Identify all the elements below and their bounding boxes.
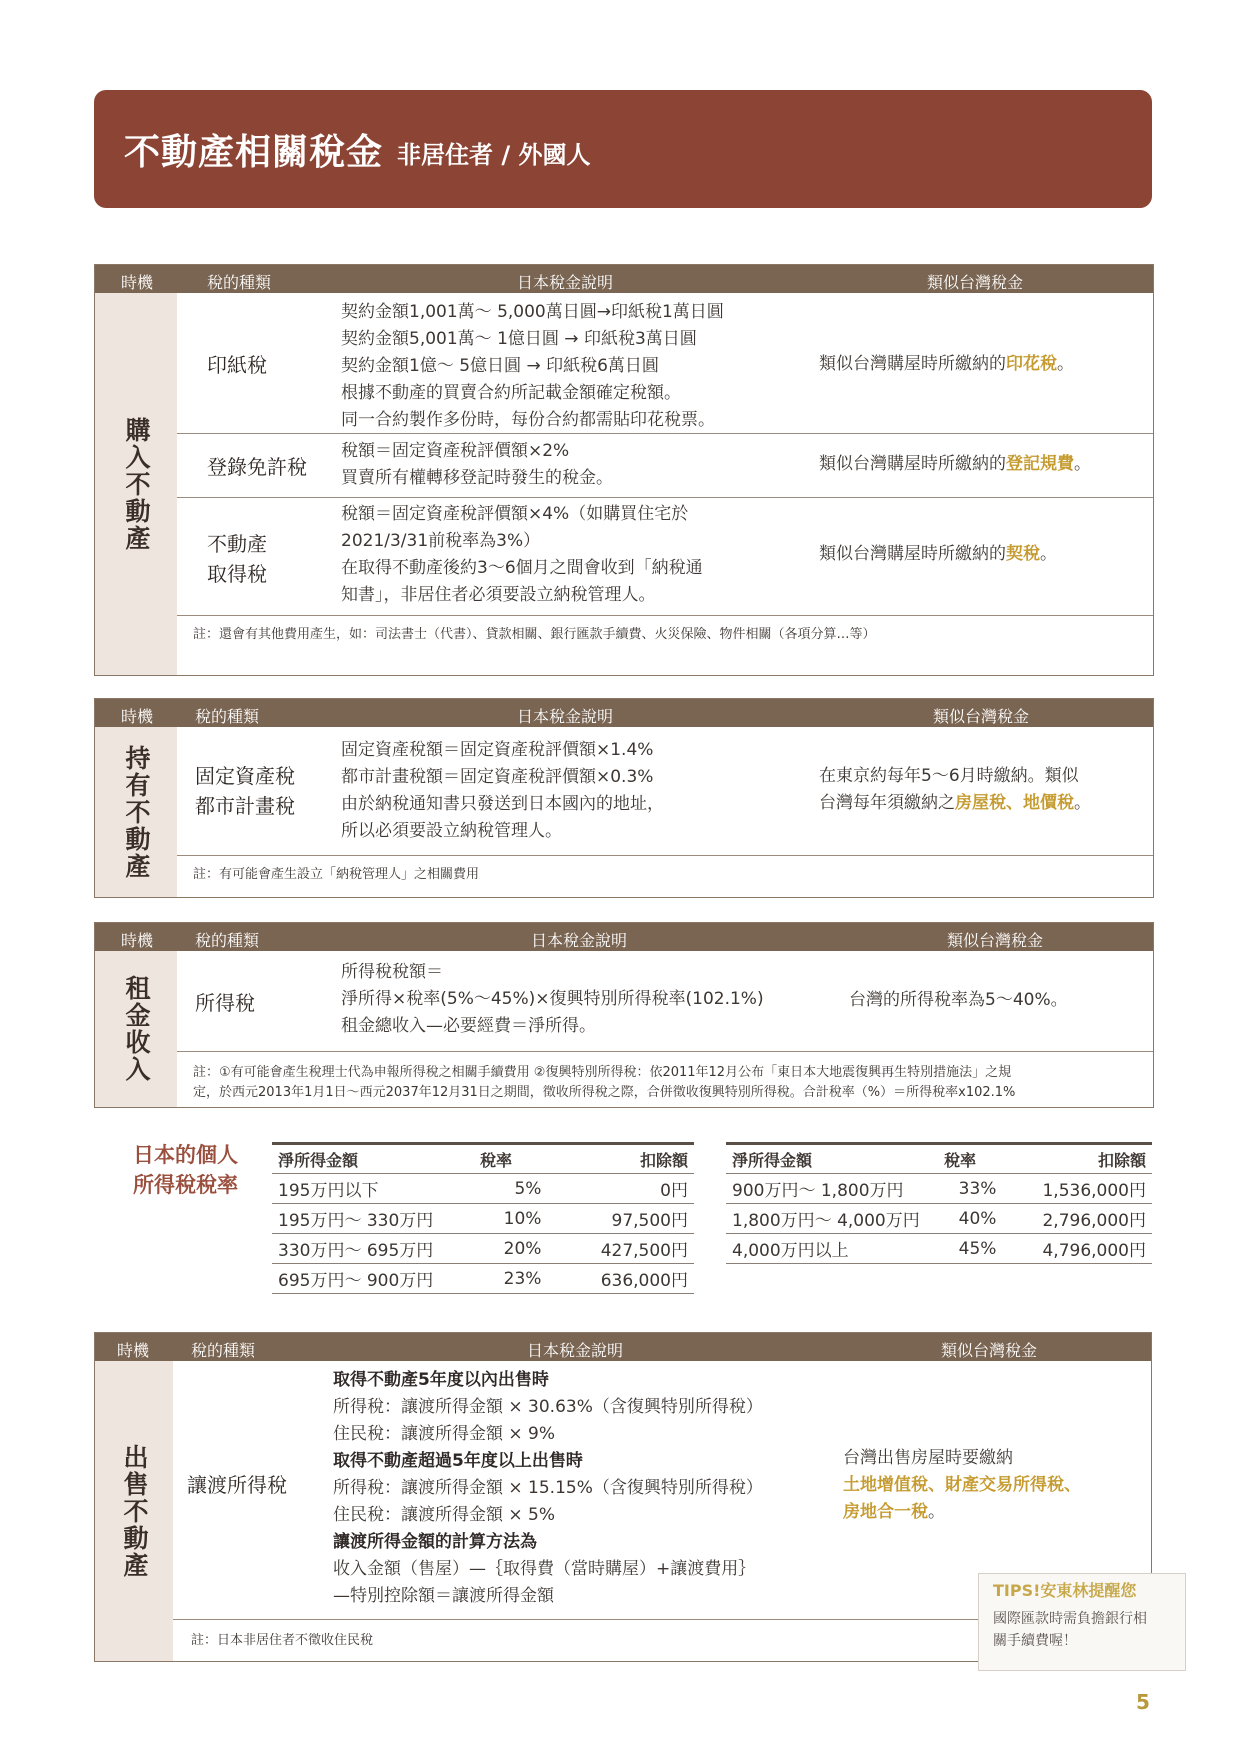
tax-type: 不動產 取得稅 [207, 532, 267, 586]
table-header [95, 1333, 1151, 1361]
table-row: 1,800万円～ 4,000万円 40% 2,796,000円 [726, 1204, 1152, 1234]
rent-table [94, 922, 1154, 1108]
header-jp: 日本稅金說明 [527, 1341, 624, 1360]
tw-equivalent: 台灣的所得稅率為5～40%。 [849, 990, 1068, 1010]
side-label-rent: 租金收入 [95, 951, 177, 1107]
row-property-tax [177, 727, 1153, 856]
tax-type: 印紙稅 [207, 353, 267, 377]
table-row: 900万円～ 1,800万円 33% 1,536,000円 [726, 1174, 1152, 1204]
row-stamp-tax [177, 293, 1153, 434]
tw-equivalent: 類似台灣購屋時所繳納的契稅。 [819, 544, 1057, 564]
jp-description: 稅額＝固定資產稅評價額×4%（如購買住宅於 2021/3/31前稅率為3%） 在取得不動產後約3～6個月之間會收到「納稅通 知書」，非居住者必須要設立納稅管理人。 [341, 504, 703, 605]
side-label-sell: 出售不動產 [95, 1361, 173, 1661]
col-income: 淨所得金額 [726, 1144, 938, 1174]
header-timing: 時機 [121, 273, 154, 292]
tw-equivalent: 類似台灣購屋時所繳納的登記規費。 [819, 454, 1091, 474]
col-deduction: 扣除額 [1002, 1144, 1152, 1174]
holding-table [94, 698, 1154, 898]
table-header [95, 923, 1153, 951]
table-header [95, 699, 1153, 727]
purchase-table [94, 264, 1154, 676]
tax-type: 登錄免許稅 [207, 455, 307, 479]
page-title: 不動產相關稅金 [124, 131, 384, 173]
note-purchase: 註：還會有其他費用產生，如：司法書士（代書）、貸款相關、銀行匯款手續費、火災保險、物件相關（各項分算…等） [193, 627, 876, 642]
header-timing: 時機 [121, 707, 154, 726]
header-jp: 日本稅金說明 [517, 707, 614, 726]
table-row: 4,000万円以上 45% 4,796,000円 [726, 1234, 1152, 1264]
tw-equivalent: 類似台灣購屋時所繳納的印花稅。 [819, 354, 1074, 374]
header-tw: 類似台灣稅金 [933, 707, 1030, 726]
side-label-purchase: 購入不動產 [95, 293, 177, 675]
tax-type: 讓渡所得稅 [187, 1473, 287, 1497]
col-income: 淨所得金額 [272, 1144, 474, 1174]
rate-table-left [272, 1142, 694, 1294]
jp-description: 固定資產稅額＝固定資產稅評價額×1.4% 都市計畫稅額＝固定資產稅評價額×0.3% 由於納稅通知書只發送到日本國內的地址， 所以必須要設立納稅管理人。 [341, 740, 664, 841]
col-rate: 稅率 [474, 1144, 547, 1174]
table-row: 330万円～ 695万円 20% 427,500円 [272, 1234, 694, 1264]
rate-table-title: 日本的個人 所得稅稅率 [133, 1142, 238, 1197]
header-type: 稅的種類 [195, 707, 260, 726]
row-acquisition-tax [177, 497, 1153, 616]
jp-description: 所得稅稅額＝ 淨所得×稅率(5%～45%)×復興特別所得稅率(102.1%) 租金總收入—必要經費＝淨所得。 [341, 962, 764, 1036]
header-type: 稅的種類 [195, 931, 260, 950]
header-timing: 時機 [121, 931, 154, 950]
header-jp: 日本稅金說明 [531, 931, 628, 950]
tax-type: 所得稅 [195, 991, 255, 1015]
note-sell: 註：日本非居住者不徵收住民稅 [191, 1633, 374, 1648]
table-row: 695万円～ 900万円 23% 636,000円 [272, 1264, 694, 1294]
table-row: 195万円～ 330万円 10% 97,500円 [272, 1204, 694, 1234]
header-jp: 日本稅金說明 [517, 273, 614, 292]
col-rate: 稅率 [938, 1144, 1002, 1174]
jp-description: 取得不動產5年度以內出售時 所得稅：讓渡所得金額 × 30.63%（含復興特別所得稅） 住民稅：讓渡所得金額 × 9% 取得不動產超過5年度以上出售時 所得稅：讓渡所得金額 × 15.15%（含復興特別所得稅） 住民稅：讓渡所得金額 × 5% 讓渡所得金額的計算方法為 收入金額（售屋）—｛取得費（當時購屋）+讓渡費用｝ —特別控除額＝讓渡所得金額 [333, 1370, 763, 1606]
tips-body: 國際匯款時需負擔銀行相 關手續費喔！ [993, 1611, 1147, 1649]
page-number: 5 [1136, 1690, 1150, 1714]
header-timing: 時機 [117, 1341, 150, 1360]
jp-description: 契約金額1,001萬～ 5,000萬日圓→印紙稅1萬日圓 契約金額5,001萬～ 1億日圓 → 印紙稅3萬日圓 契約金額1億～ 5億日圓 → 印紙稅6萬日圓 根據不動產的買賣合約所記載金額確定稅額。 同一合約製作多份時，每份合約都需貼印花稅票。 [341, 302, 724, 430]
header-tw: 類似台灣稅金 [927, 273, 1024, 292]
tw-equivalent: 台灣出售房屋時要繳納 土地增值稅、財產交易所得稅、 房地合一稅。 [843, 1448, 1081, 1522]
side-label-holding: 持有不動產 [95, 727, 177, 897]
note-holding: 註：有可能會產生設立「納稅管理人」之相關費用 [193, 867, 480, 882]
header-type: 稅的種類 [191, 1341, 256, 1360]
row-registration-tax [177, 433, 1153, 498]
row-income-tax [177, 951, 1153, 1052]
title-banner [94, 90, 1152, 208]
jp-description: 稅額＝固定資產稅評價額×2% 買賣所有權轉移登記時發生的稅金。 [341, 441, 613, 488]
header-tw: 類似台灣稅金 [947, 931, 1044, 950]
header-type: 稅的種類 [207, 273, 272, 292]
table-header [95, 265, 1153, 293]
note-rent: 註：①有可能會產生稅理士代為申報所得稅之相關手續費用 ②復興特別所得稅：依2011年12月公布「東日本大地震復興再生特別措施法」之規 定，於西元2013年1月1日～西元2037年12月31日之期間，徵收所得稅之際，合併徵收復興特別所得稅。合計稅率（%）＝所得稅率x102.1% [193, 1065, 1016, 1100]
table-row: 195万円以下 5% 0円 [272, 1174, 694, 1204]
page-subtitle: 非居住者 / 外國人 [397, 140, 591, 169]
rate-table-right [726, 1142, 1152, 1264]
header-tw: 類似台灣稅金 [941, 1341, 1038, 1360]
tips-title: TIPS!安東林提醒您 [993, 1581, 1137, 1600]
tw-equivalent: 在東京約每年5～6月時繳納。類似 台灣每年須繳納之房屋稅、地價稅。 [819, 766, 1091, 813]
tips-box [978, 1573, 1186, 1671]
tax-type: 固定資產稅 都市計畫稅 [195, 764, 295, 818]
col-deduction: 扣除額 [547, 1144, 694, 1174]
